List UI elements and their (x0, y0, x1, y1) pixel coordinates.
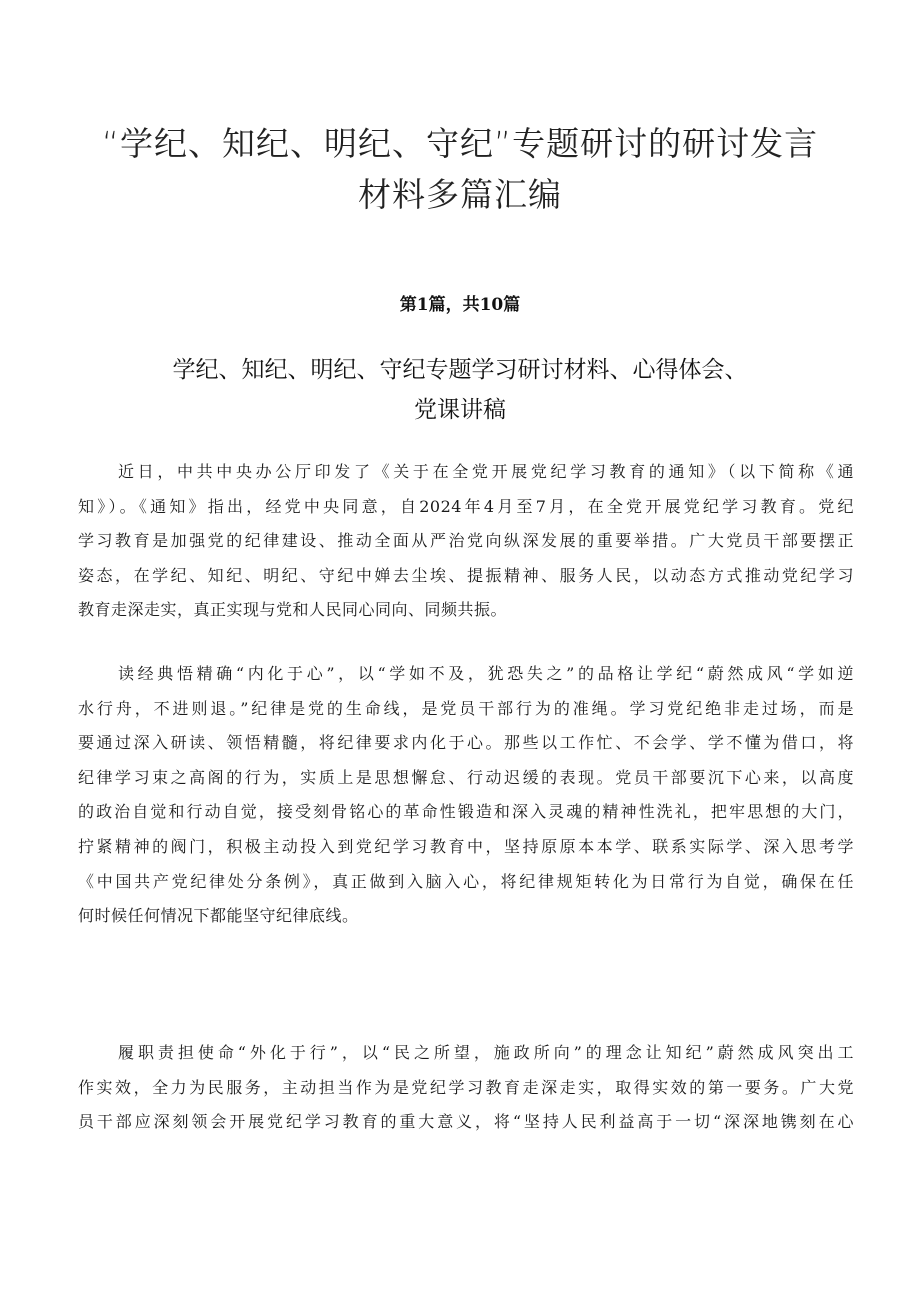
paragraph-line: 近日，中共中央办公厅印发了《关于在全党开展党纪学习教育的通知》（以下简称《通 (118, 462, 854, 481)
paragraph-line: 读经典悟精确“内化于心”，以“学如不及，犹恐失之”的品格让学纪“蔚然成风“学如逆 (118, 664, 854, 683)
body-paragraph (78, 657, 854, 934)
paragraph-line: 何时候任何情况下都能坚守纪律底线。 (78, 906, 359, 926)
paragraph-line: 拧紧精神的阀门，积极主动投入到党纪学习教育中，坚持原原本本学、联系实际学、深入思考学 (78, 836, 854, 856)
document-title-line-2: 材料多篇汇编 (358, 175, 562, 214)
paragraph-line: 《中国共产党纪律处分条例》，真正做到入脑入心，将纪律规矩转化为日常行为自觉，确保在任 (78, 871, 854, 891)
body-paragraph (78, 455, 854, 628)
part-label: 第1篇，共10篇 (399, 295, 521, 315)
document-title (60, 118, 860, 220)
paragraph-line: 员干部应深刻领会开展党纪学习教育的重大意义，将“坚持人民利益高于一切“深深地镌刻在心 (78, 1112, 854, 1132)
paragraph-line: 作实效，全力为民服务，主动担当作为是党纪学习教育走深走实，取得实效的第一要务。广大党 (78, 1077, 854, 1097)
section-title-line-2: 党课讲稿 (414, 397, 506, 423)
paragraph-line: 履职责担使命“外化于行”，以“民之所望，施政所向”的理念让知纪”蔚然成风突出工 (118, 1043, 854, 1062)
paragraph-line: 姿态，在学纪、知纪、明纪、守纪中婵去尘埃、提振精神、服务人民，以动态方式推动党纪学习 (78, 565, 854, 585)
paragraph-line: 要通过深入研读、领悟精髓，将纪律要求内化于心。那些以工作忙、不会学、学不懂为借口，将 (78, 733, 854, 753)
paragraph-line: 教育走深走实，真正实现与党和人民同心同向、同频共振。 (78, 600, 508, 620)
body-paragraph (78, 1036, 854, 1140)
paragraph-line: 水行舟，不进则退。”纪律是党的生命线，是党员干部行为的准绳。学习党纪绝非走过场，而是 (78, 698, 854, 718)
section-title-line-1: 学纪、知纪、明纪、守纪专题学习研讨材料、心得体会、 (172, 357, 748, 383)
paragraph-line: 学习教育是加强党的纪律建设、推动全面从严治党向纵深发展的重要举措。广大党员干部要摆正 (78, 531, 854, 551)
paragraph-line: 纪律学习束之高阁的行为，实质上是思想懈怠、行动迟缓的表现。党员干部要沉下心来，以高度 (78, 767, 854, 787)
paragraph-line: 的政治自觉和行动自觉，接受刻骨铭心的革命性锻造和深入灵魂的精神性洗礼，把牢思想的大门， (78, 802, 854, 822)
document-title-line-1: “学纪、知纪、明纪、守纪”专题研讨的研讨发言 (101, 124, 819, 163)
section-title (70, 350, 850, 430)
paragraph-line: 知》）。《通知》指出，经党中央同意，自2024年4月至7月，在全党开展党纪学习教育。党纪 (78, 496, 854, 516)
